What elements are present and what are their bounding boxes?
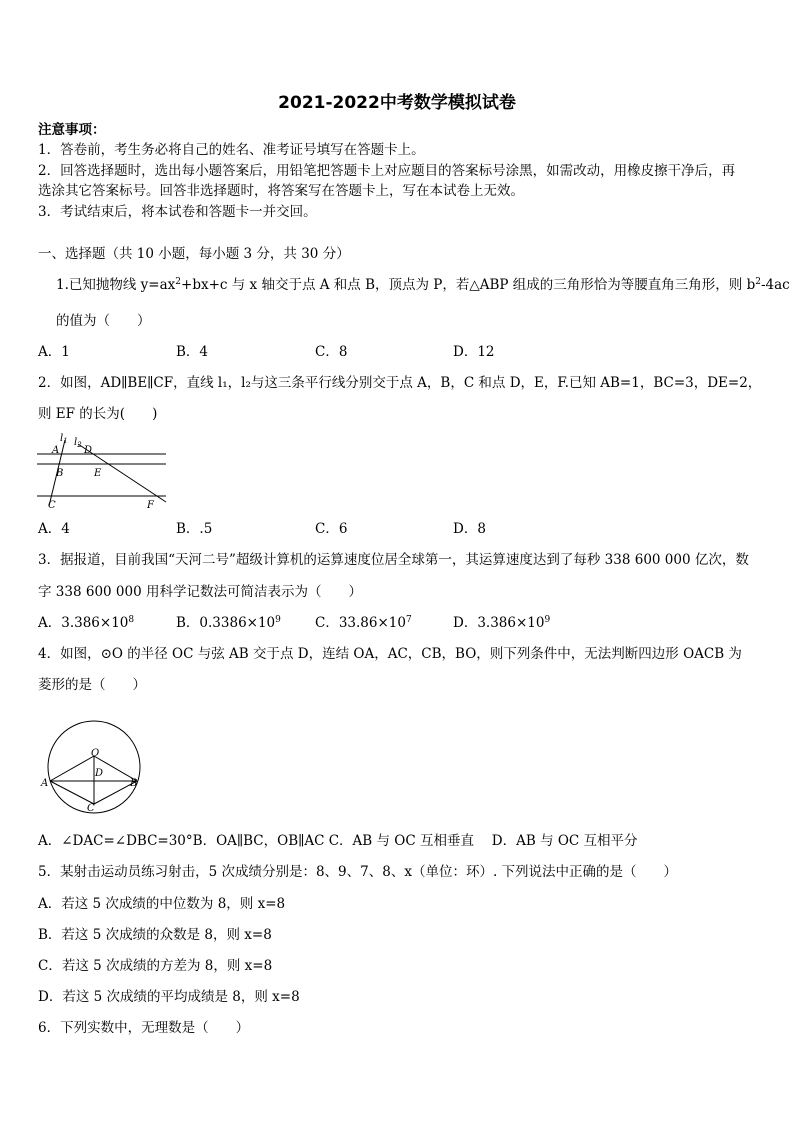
notice-item: 3．考试结束后，将本试卷和答题卡一并交回。 — [38, 204, 317, 220]
q3-option-c: C．$33.86\times 10^7$ — [315, 615, 412, 631]
q4-options: A．∠DAC=∠DBC=30°B．OA∥BC，OB∥AC C．AB 与 OC 互相垂直 D．AB 与 OC 互相平分 — [38, 833, 638, 849]
q2-option-c: C．6 — [315, 521, 348, 537]
question-4-text: 4．如图，⊙O 的半径 OC 与弦 AB 交于点 D，连结 OA，AC，CB，BO，则下列条件中，无法判断四边形 OACB 为 — [38, 646, 742, 662]
q5-option-a: A．若这 5 次成绩的中位数为 8，则 x=8 — [38, 896, 286, 912]
q3-option-a: A．$3.386\times 10^8$ — [38, 615, 135, 631]
question-3-text: 3．据报道，目前我国“天河二号”超级计算机的运算速度位居全球第一，其运算速度达到了每秒 338 600 000 亿次，数 — [38, 552, 749, 568]
q5-option-c: C．若这 5 次成绩的方差为 8，则 x=8 — [38, 958, 273, 974]
section-heading: 一、选择题（共 10 小题，每小题 3 分，共 30 分） — [38, 246, 350, 262]
q4-label-o: O — [91, 748, 100, 759]
notice-item: 1．答卷前，考生务必将自己的姓名、准考证号填写在答题卡上。 — [38, 142, 425, 158]
q5-option-d: D．若这 5 次成绩的平均成绩是 8，则 x=8 — [38, 989, 300, 1005]
notice-item: 2．回答选择题时，选出每小题答案后，用铅笔把答题卡上对应题目的答案标号涂黑，如需改动，用橡皮擦干净后，再 — [38, 163, 736, 179]
q2-label-l2: $l_2$ — [74, 437, 82, 449]
q5-option-b: B．若这 5 次成绩的众数是 8，则 x=8 — [38, 927, 272, 943]
question-3-text-cont: 字 338 600 000 用科学记数法可简洁表示为（ ） — [38, 584, 362, 600]
q3-option-b: B．$0.3386\times 10^9$ — [176, 615, 281, 631]
q2-option-d: D．8 — [453, 521, 486, 537]
question-2-text-cont: 则 EF 的长为( ) — [38, 406, 158, 422]
q1-option-a: A．1 — [38, 344, 70, 360]
q3-option-d: D．$3.386\times 10^9$ — [453, 615, 551, 631]
q1-option-d: D．12 — [453, 344, 495, 360]
page-title: 2021-2022中考数学模拟试卷 — [278, 93, 516, 113]
q2-label-f: F — [147, 500, 154, 511]
q4-label-a: A — [41, 778, 49, 789]
question-1-text-cont: 的值为（ ） — [56, 313, 151, 329]
q2-label-c: C — [48, 500, 56, 511]
q1-option-b: B．4 — [176, 344, 209, 360]
q2-parallel-lines-figure — [34, 430, 169, 512]
q4-label-c: C — [87, 803, 95, 814]
q4-label-b: B — [130, 778, 138, 789]
q2-option-a: A．4 — [38, 521, 70, 537]
question-6-text: 6．下列实数中，无理数是（ ） — [38, 1020, 250, 1036]
q2-label-e: E — [94, 468, 102, 479]
q4-circle-figure — [36, 712, 146, 816]
notice-item: 选涂其它答案标号。回答非选择题时，将答案写在答题卡上，写在本试卷上无效。 — [38, 183, 524, 199]
notice-heading: 注意事项： — [38, 122, 106, 138]
question-1-text: 1.已知抛物线 $y=ax^2+bx+c$ 与 x 轴交于点 A 和点 B，顶点为 P，若△ABP 组成的三角形恰为等腰直角三角形，则 $b^2-4ac$ — [56, 277, 790, 293]
question-5-text: 5．某射击运动员练习射击，5 次成绩分别是：8、9、7、8、x（单位：环）. 下列说法中正确的是（ ） — [38, 864, 678, 880]
q2-label-b: B — [56, 468, 64, 479]
q2-label-a: A — [52, 445, 60, 456]
q4-label-d: D — [95, 768, 104, 779]
q2-option-b: B．.5 — [176, 521, 213, 537]
q2-label-d: D — [84, 445, 93, 456]
question-2-text: 2．如图，AD∥BE∥CF，直线 l₁，l₂与这三条平行线分别交于点 A，B，C 和点 D，E，F.已知 AB=1，BC=3，DE=2， — [38, 375, 762, 391]
q2-label-l1: $l_1$ — [60, 433, 68, 445]
q1-option-c: C．8 — [315, 344, 348, 360]
question-4-text-cont: 菱形的是（ ） — [38, 677, 146, 693]
